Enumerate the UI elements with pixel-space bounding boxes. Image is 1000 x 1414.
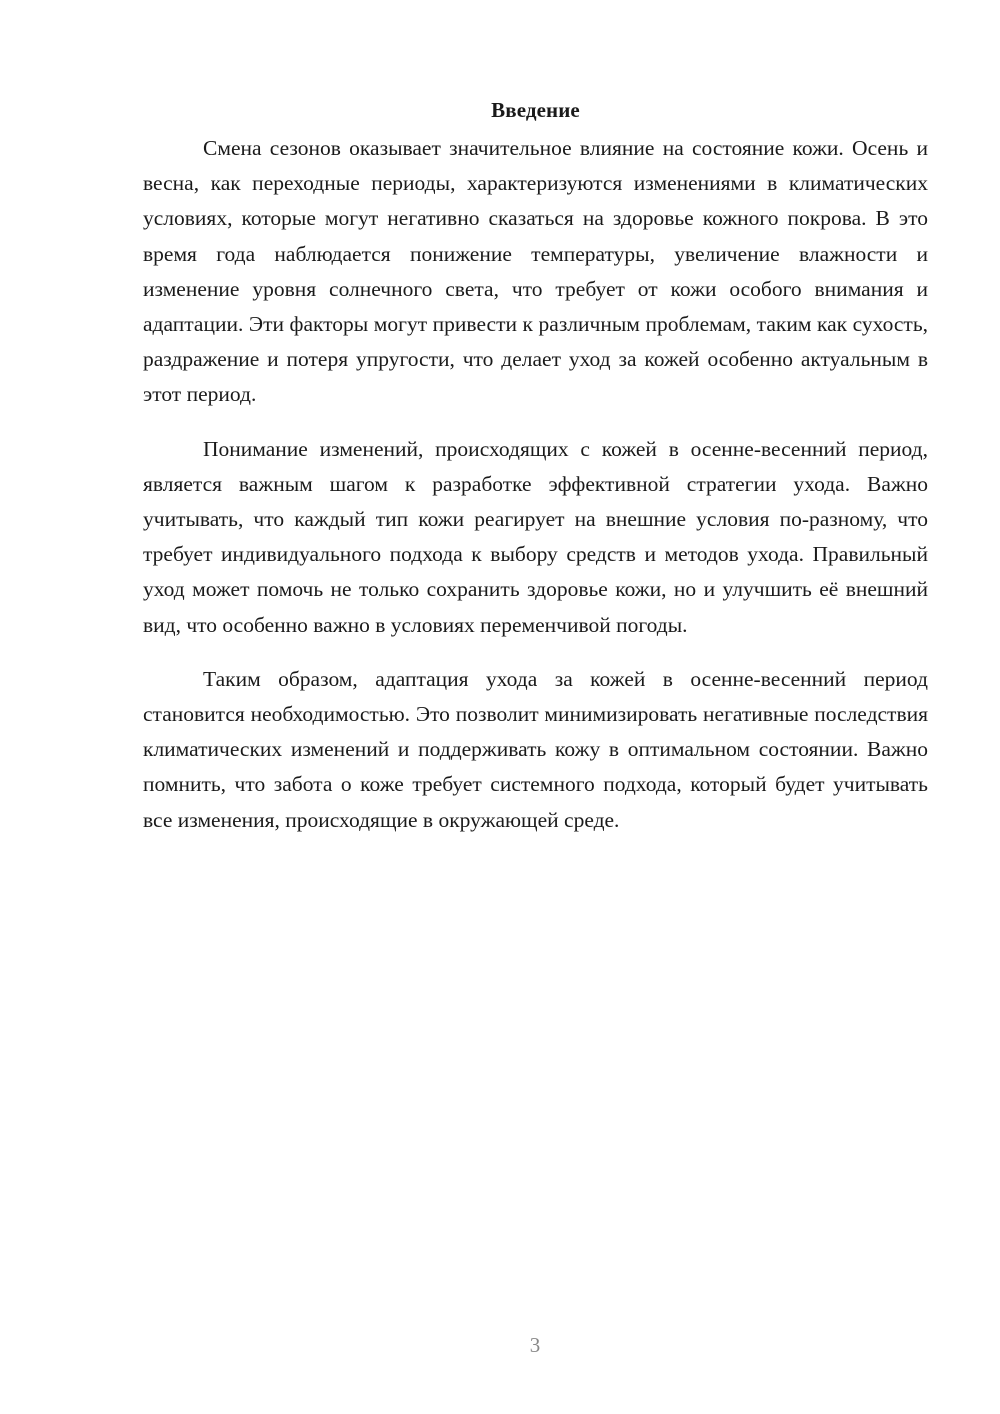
page-number: 3 [529,1333,541,1357]
page-content [143,95,928,857]
section-heading: Введение [491,98,580,122]
paragraph-2: Понимание изменений, происходящих с кожей в осенне-весенний период, является важным шагом к разработке эффективной стратегии ухода. Важно учитывать, что каждый тип кожи реагирует на внешние условия по-разному, что требует индивидуального подхода к выбору средств и методов ухода. Правильный уход может помочь не только сохранить здоровье кожи, но и улучшить её внешний вид, что особенно важно в условиях переменчивой погоды. [143,436,928,637]
paragraph-1: Смена сезонов оказывает значительное влияние на состояние кожи. Осень и весна, как переходные периоды, характеризуются изменениями в климатических условиях, которые могут негативно сказаться на здоровье кожного покрова. В это время года наблюдается понижение температуры, увеличение влажности и изменение уровня солнечного света, что требует от кожи особого внимания и адаптации. Эти факторы могут привести к различным проблемам, таким как сухость, раздражение и потеря упругости, что делает уход за кожей особенно актуальным в этот период. [143,136,928,407]
paragraph-3: Таким образом, адаптация ухода за кожей в осенне-весенний период становится необходимостью. Это позволит минимизировать негативные последствия климатических изменений и поддерживать кожу в оптимальном состоянии. Важно помнить, что забота о коже требует системного подхода, который будет учитывать все изменения, происходящие в окружающей среде. [143,666,928,832]
